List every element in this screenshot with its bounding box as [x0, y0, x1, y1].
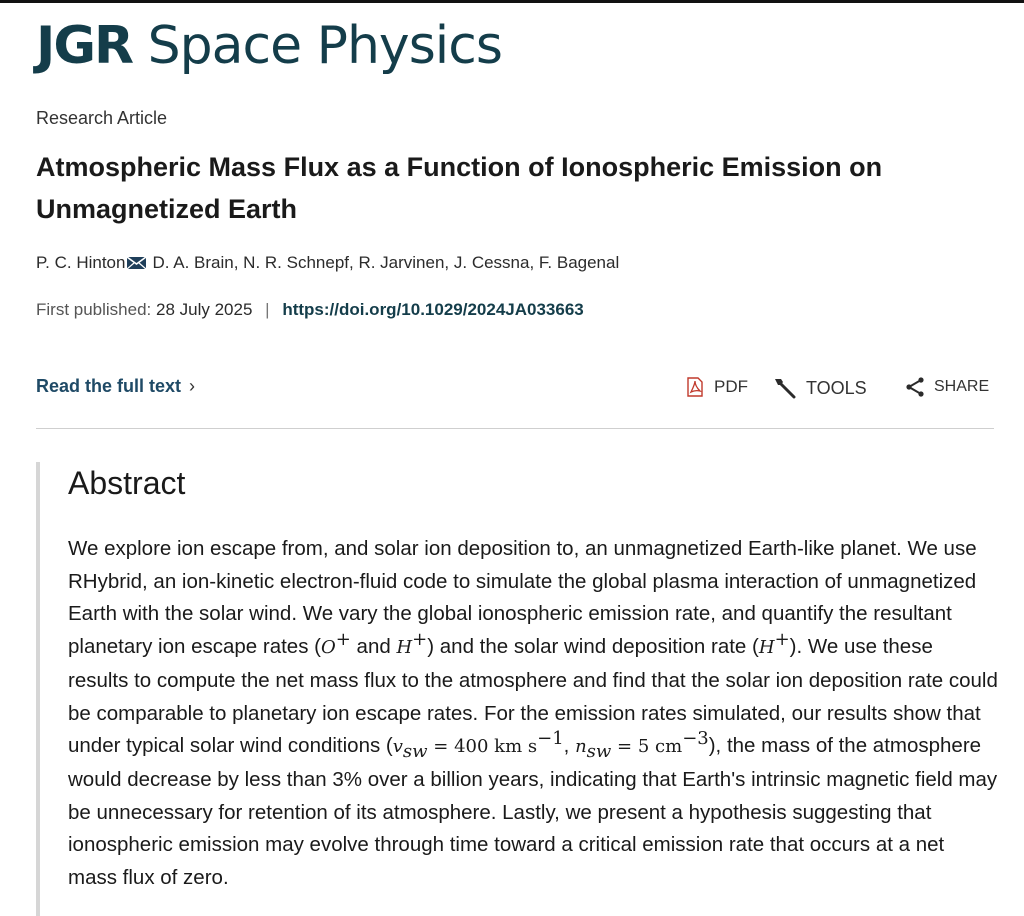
wrench-icon: [772, 376, 798, 400]
pdf-icon: [684, 376, 706, 398]
pdf-label: PDF: [714, 377, 748, 396]
math-ion-h: H: [396, 637, 413, 659]
abstract-body: [68, 533, 998, 895]
math-v-exponent: −1: [537, 728, 564, 750]
read-full-text-link[interactable]: [36, 376, 195, 397]
tools-label: TOOLS: [806, 377, 867, 398]
math-ion-h-2: H: [758, 637, 775, 659]
math-v-symbol: v: [392, 736, 403, 758]
abstract-text-part-2: ) and the solar wind deposition rate (: [427, 635, 759, 659]
pdf-button[interactable]: [684, 376, 748, 398]
math-n-value: = 5 cm: [611, 736, 683, 758]
math-n-subscript: sw: [586, 741, 612, 763]
math-v-subscript: sw: [402, 741, 428, 763]
tools-button[interactable]: [772, 376, 867, 400]
publication-meta: [36, 300, 584, 320]
top-border: [0, 0, 1024, 3]
math-v-value: = 400 km s: [427, 736, 538, 758]
journal-logo-bold: JGR: [36, 16, 133, 76]
journal-logo[interactable]: [36, 14, 502, 78]
first-published-date: 28 July 2025: [156, 300, 253, 319]
abstract-and: and: [350, 635, 397, 659]
math-ion-h-charge: +: [412, 629, 428, 651]
math-ion-o-charge: +: [335, 629, 351, 651]
math-n-symbol: n: [575, 736, 587, 758]
author-first[interactable]: P. C. Hinton: [36, 253, 126, 272]
mail-icon[interactable]: [126, 255, 148, 271]
abstract-text-part-4: ), the mass of the atmosphere would decrease by less than 3% over a billion years, indicating that Earth's intrinsic magnetic field may be unnecessary for retention of its atmosphere. Lastly, we present a hypothesis suggesting that ionospheric emission may evolve through time toward a critical emission rate that occurs at a net mass flux of zero.: [68, 734, 998, 890]
chevron-right-icon: ›: [189, 376, 196, 396]
math-comma: ,: [563, 734, 576, 758]
math-ion-o: O: [320, 637, 336, 659]
abstract-text-part-1: We explore ion escape from, and solar ion deposition to, an unmagnetized Earth-like planet. We use RHybrid, an ion-kinetic electron-fluid code to simulate the global plasma interaction of unmagnetized Earth with the solar wind. We vary the global ionospheric emission rate, and quantify the resultant planetary ion escape rates (: [68, 537, 977, 659]
doi-link[interactable]: https://doi.org/10.1029/2024JA033663: [282, 300, 584, 319]
share-button[interactable]: [904, 376, 989, 398]
share-icon: [904, 376, 926, 398]
author-list: [36, 253, 619, 273]
meta-separator: |: [265, 300, 270, 319]
article-title: Atmospheric Mass Flux as a Function of Ionospheric Emission on Unmagnetized Earth: [36, 152, 883, 224]
share-label: SHARE: [934, 378, 990, 395]
abstract-text-part-3: ). We use these results to compute the net mass flux to the atmosphere and find that the solar ion deposition rate could be comparable to planetary ion escape rates. For the emission rates simulated, our results show that under typical solar wind conditions (: [68, 635, 998, 758]
abstract-accent-bar: [36, 462, 40, 916]
journal-logo-light: Space Physics: [147, 16, 502, 76]
math-n-exponent: −3: [682, 728, 709, 750]
math-ion-h-2-charge: +: [774, 629, 790, 651]
first-published-label: First published:: [36, 300, 152, 319]
abstract-heading: Abstract: [68, 465, 186, 501]
section-divider: [36, 428, 994, 429]
article-type: Research Article: [36, 108, 168, 128]
author-others[interactable]: D. A. Brain, N. R. Schnepf, R. Jarvinen, J. Cessna, F. Bagenal: [152, 253, 620, 272]
read-full-text-label: Read the full text: [36, 376, 182, 396]
